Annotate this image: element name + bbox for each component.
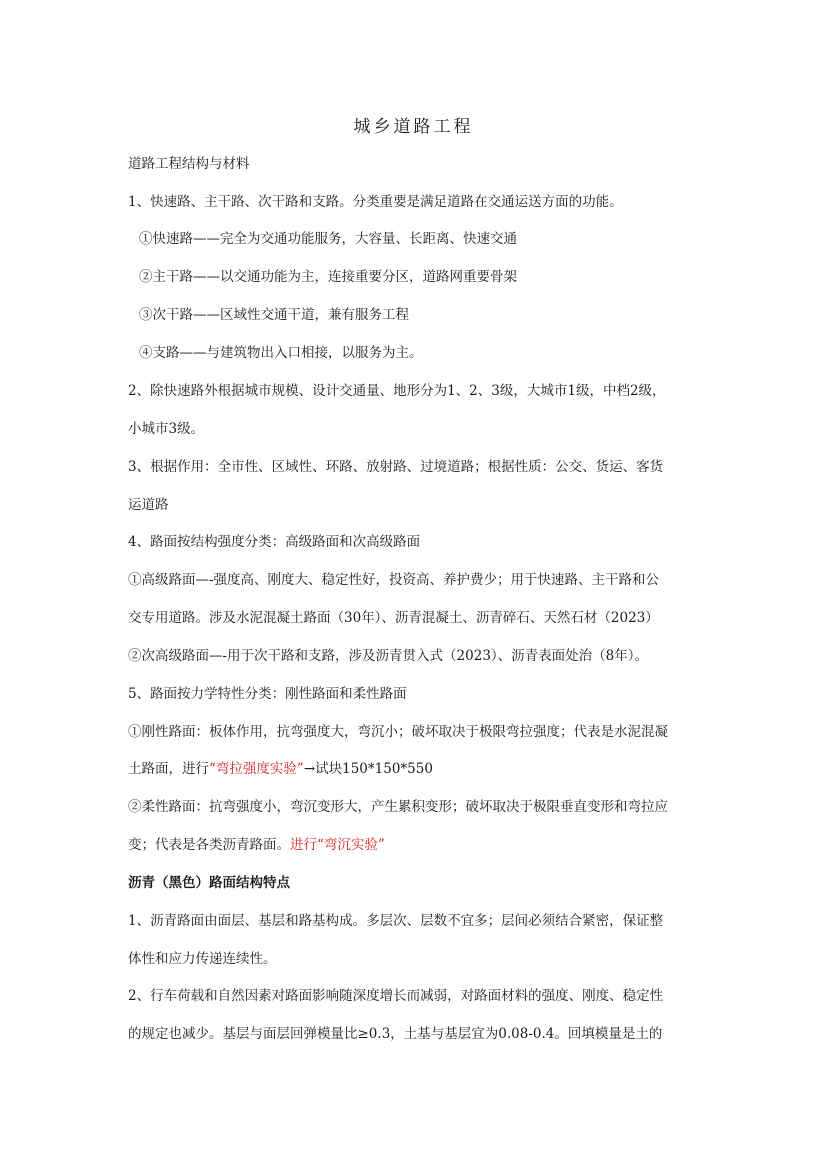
paragraph-3-line-1: 3、根据作用：全市性、区域性、环路、放射路、过境道路；根据性质：公交、货运、客货 — [128, 459, 664, 475]
page-title: 城乡道路工程 — [353, 117, 474, 137]
paragraph-q2-line-1: 2、行车荷载和自然因素对路面影响随深度增长而减弱，对路面材料的强度、刚度、稳定性 — [128, 988, 664, 1004]
paragraph-5b-line-1: ②柔性路面：抗弯强度小，弯沉变形大，产生累积变形；破坏取决于极限垂直变形和弯拉应 — [128, 799, 668, 815]
list-item-arterial: ②主干路——以交通功能为主，连接重要分区，道路网重要骨架 — [139, 269, 517, 285]
text-run: 土路面，进行 — [128, 761, 209, 777]
paragraph-5a-line-2 — [128, 759, 433, 779]
highlight-text: “弯拉强度实验” — [209, 761, 304, 777]
paragraph-2-line-1: 2、除快速路外根据城市规模、设计交通量、地形分为1、2、3级，大城市1级，中档2级， — [128, 383, 666, 399]
paragraph-q1-line-1: 1、沥青路面由面层、基层和路基构成。多层次、层数不宜多；层间必须结合紧密，保证整 — [128, 913, 664, 929]
highlight-text: 进行“弯沉实验” — [290, 837, 385, 853]
text-run: →试块150*150*550 — [303, 761, 433, 777]
paragraph-4a-line-1: ①高级路面—-强度高、刚度大、稳定性好，投资高、养护费少；用于快速路、主干路和公 — [128, 572, 660, 588]
paragraph-3-line-2: 运道路 — [128, 497, 169, 513]
list-item-secondary: ③次干路——区域性交通干道，兼有服务工程 — [139, 307, 409, 323]
paragraph-5b-line-2 — [128, 835, 385, 855]
paragraph-5a-line-1: ①刚性路面：板体作用，抗弯强度大，弯沉小；破坏取决于极限弯拉强度；代表是水泥混凝 — [128, 724, 668, 740]
list-item-expressway: ①快速路——完全为交通功能服务，大容量、长距离、快速交通 — [139, 231, 517, 247]
text-run: 变；代表是各类沥青路面。 — [128, 837, 290, 853]
paragraph-q1-line-2: 体性和应力传递连续性。 — [128, 951, 277, 967]
section-heading-asphalt: 沥青（黑色）路面结构特点 — [128, 875, 290, 891]
paragraph-1: 1、快速路、主干路、次干路和支路。分类重要是满足道路在交通运送方面的功能。 — [128, 194, 623, 210]
paragraph-4a-line-2: 交专用道路。涉及水泥混凝土路面（30年）、沥青混凝土、沥青碎石、天然石材（2023） — [128, 610, 659, 626]
section-heading-structure: 道路工程结构与材料 — [128, 156, 250, 172]
list-item-branch: ④支路——与建筑物出入口相接，以服务为主。 — [139, 345, 423, 361]
paragraph-2-line-2: 小城市3级。 — [128, 421, 205, 437]
paragraph-4: 4、路面按结构强度分类：高级路面和次高级路面 — [128, 534, 421, 550]
paragraph-4b: ②次高级路面—-用于次干路和支路，涉及沥青贯入式（2023）、沥青表面处治（8年）。 — [128, 648, 649, 664]
paragraph-q2-line-2: 的规定也减少。基层与面层回弹模量比≥0.3，土基与基层宜为0.08-0.4。回填模量是土的 — [128, 1026, 663, 1042]
paragraph-5: 5、路面按力学特性分类：刚性路面和柔性路面 — [128, 686, 407, 702]
